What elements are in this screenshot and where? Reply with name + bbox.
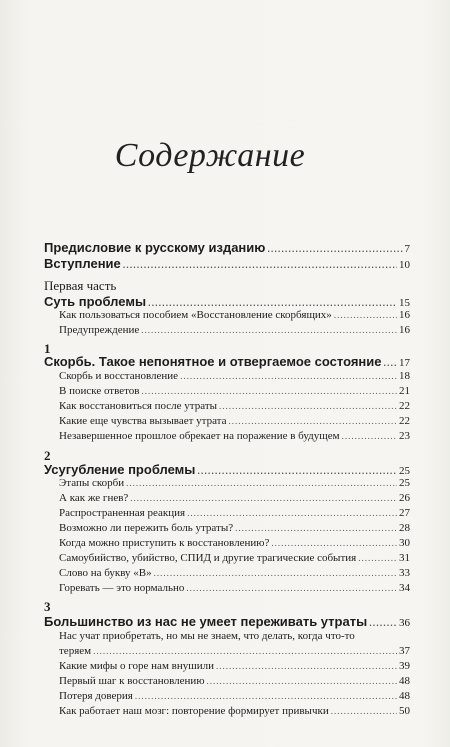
- toc-subentry: Скорбь и восстановление ..... 18: [44, 370, 410, 382]
- toc-subentry: А как же гнев? ..... 26: [44, 492, 410, 504]
- page-title: Содержание: [114, 137, 306, 174]
- toc-subentry: Возможно ли пережить боль утраты? ..... 28: [44, 522, 410, 534]
- toc-entry-preface: Предисловие к русскому изданию ..... 7: [44, 240, 410, 255]
- toc-subentry: Первый шаг к восстановлению ..... 48: [44, 675, 410, 687]
- toc-subentry: Горевать — это нормально ..... 34: [44, 582, 410, 594]
- chapter-number: 3: [44, 599, 51, 614]
- toc-subentry-line: Нас учат приобретать, но мы не знаем, что делать, когда что-то: [59, 630, 355, 642]
- toc-subentry: Когда можно приступить к восстановлению? ..... 30: [44, 537, 410, 549]
- toc-subentry: Какие еще чувства вызывает утрата ..... 22: [44, 415, 410, 427]
- toc-subentry: теряем ..... 37: [44, 645, 410, 657]
- toc-entry-chapter-2: Усугубление проблемы ..... 25: [44, 462, 410, 477]
- toc-subentry: Как восстановиться после утраты ..... 22: [44, 400, 410, 412]
- toc-entry-essence: Суть проблемы ..... 15: [44, 294, 410, 309]
- toc-subentry: Как пользоваться пособием «Восстановление скорбящих» ..... 16: [44, 309, 410, 321]
- toc-entry-chapter-1: Скорбь. Такое непонятное и отвергаемое состояние ..... 17: [44, 354, 410, 369]
- toc-subentry: Предупреждение ..... 16: [44, 324, 410, 336]
- toc-subentry: Слово на букву «В» ..... 33: [44, 567, 410, 579]
- toc-subentry: В поиске ответов ..... 21: [44, 385, 410, 397]
- toc-subentry: Какие мифы о горе нам внушили ..... 39: [44, 660, 410, 672]
- part-heading: Первая часть: [44, 278, 117, 293]
- toc-subentry: Потеря доверия ..... 48: [44, 690, 410, 702]
- chapter-number: 2: [44, 448, 51, 463]
- toc-subentry: Этапы скорби ..... 25: [44, 477, 410, 489]
- toc-subentry: Как работает наш мозг: повторение формирует привычки ..... 50: [44, 705, 410, 717]
- toc-entry-intro: Вступление ..... 10: [44, 256, 410, 271]
- toc-entry-chapter-3: Большинство из нас не умеет переживать утраты ..... 36: [44, 614, 410, 629]
- toc-subentry: Самоубийство, убийство, СПИД и другие трагические события ..... 31: [44, 552, 410, 564]
- toc-subentry: Незавершенное прошлое обрекает на поражение в будущем ..... 23: [44, 430, 410, 442]
- chapter-number: 1: [44, 341, 51, 356]
- toc-subentry: Распространенная реакция ..... 27: [44, 507, 410, 519]
